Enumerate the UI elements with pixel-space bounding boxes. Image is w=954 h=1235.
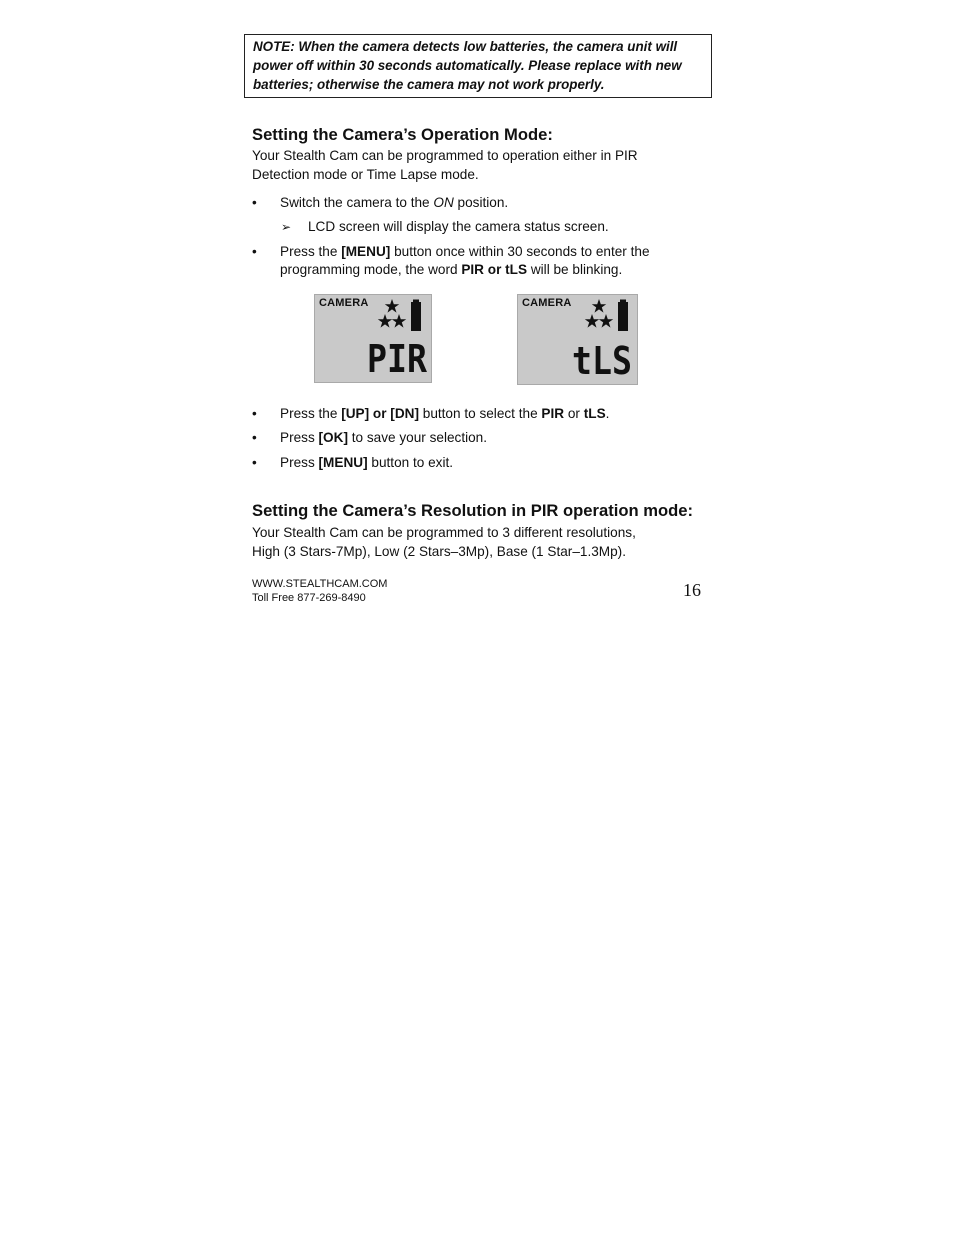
operation-mode-heading: Setting the Camera’s Operation Mode: xyxy=(252,125,553,144)
lcd-mode-text: tLS xyxy=(572,343,632,379)
b3-mid: button to select the xyxy=(418,406,542,421)
bullet2-pre: Press the xyxy=(280,244,342,259)
bullet-glyph: • xyxy=(252,406,257,421)
footer-phone: Toll Free 877-269-8490 xyxy=(252,591,366,604)
b5-pre: Press xyxy=(280,455,319,470)
intro-line-1: Your Stealth Cam can be programmed to operation either in PIR xyxy=(252,148,638,163)
bullet-glyph: • xyxy=(252,195,257,210)
note-line-1: NOTE: When the camera detects low batteries, the camera unit will xyxy=(253,39,678,54)
b5-post: button to exit. xyxy=(367,455,454,470)
resolution-line-1: Your Stealth Cam can be programmed to 3 different resolutions, xyxy=(252,525,636,540)
bullet1-on: ON xyxy=(433,195,454,210)
resolution-line-2: High (3 Stars-7Mp), Low (2 Stars–3Mp), Base (1 Star–1.3Mp). xyxy=(252,544,626,559)
bullet1-pre: Switch the camera to the xyxy=(280,195,434,210)
bullet-glyph: • xyxy=(252,455,257,470)
b3-post: . xyxy=(605,406,610,421)
resolution-stars-icon xyxy=(377,298,427,332)
bullet2-line2-pre: programming mode, the word xyxy=(280,262,462,277)
pir-word: PIR xyxy=(541,406,565,421)
bullet2-mid: button once within 30 seconds to enter the xyxy=(390,244,650,259)
up-dn-keys: [UP] or [DN] xyxy=(341,406,419,421)
tls-word: tLS xyxy=(583,406,606,421)
lcd-camera-label: CAMERA xyxy=(522,297,572,309)
lcd-mode-text: PIR xyxy=(367,341,428,377)
note-line-3: batteries; otherwise the camera may not work properly. xyxy=(253,77,605,92)
page-number: 16 xyxy=(683,580,701,600)
resolution-intro xyxy=(252,523,692,561)
note-line-2: power off within 30 seconds automatically. Please replace with new xyxy=(253,58,682,73)
resolution-heading: Setting the Camera’s Resolution in PIR operation mode: xyxy=(252,501,694,520)
menu-exit-key: [MENU] xyxy=(318,455,368,470)
lcd-camera-label: CAMERA xyxy=(319,297,369,309)
b3-mid2: or xyxy=(564,406,584,421)
arrow-bullet-icon: ➢ xyxy=(281,220,292,234)
b4-pre: Press xyxy=(280,430,319,445)
b4-post: to save your selection. xyxy=(347,430,488,445)
ok-key: [OK] xyxy=(318,430,348,445)
footer-contact xyxy=(252,578,387,605)
operation-mode-intro xyxy=(252,146,692,184)
lcd-screen-tls xyxy=(517,294,638,385)
bullet-glyph: • xyxy=(252,244,257,259)
lcd-screen-pir xyxy=(314,294,432,383)
b3-pre: Press the xyxy=(280,406,342,421)
intro-line-2: Detection mode or Time Lapse mode. xyxy=(252,167,479,182)
sub1-text: LCD screen will display the camera status screen. xyxy=(308,219,609,234)
menu-key: [MENU] xyxy=(341,244,391,259)
bullet2-post: will be blinking. xyxy=(527,262,623,277)
low-battery-note xyxy=(244,34,712,98)
lcd-mode-display xyxy=(570,343,634,379)
footer-website: WWW.STEALTHCAM.COM xyxy=(252,578,388,590)
lcd-mode-display xyxy=(365,341,429,377)
resolution-stars-icon xyxy=(584,298,634,332)
pir-or-tls: PIR or tLS xyxy=(461,262,528,277)
bullet-glyph: • xyxy=(252,430,257,445)
bullet1-post: position. xyxy=(453,195,509,210)
